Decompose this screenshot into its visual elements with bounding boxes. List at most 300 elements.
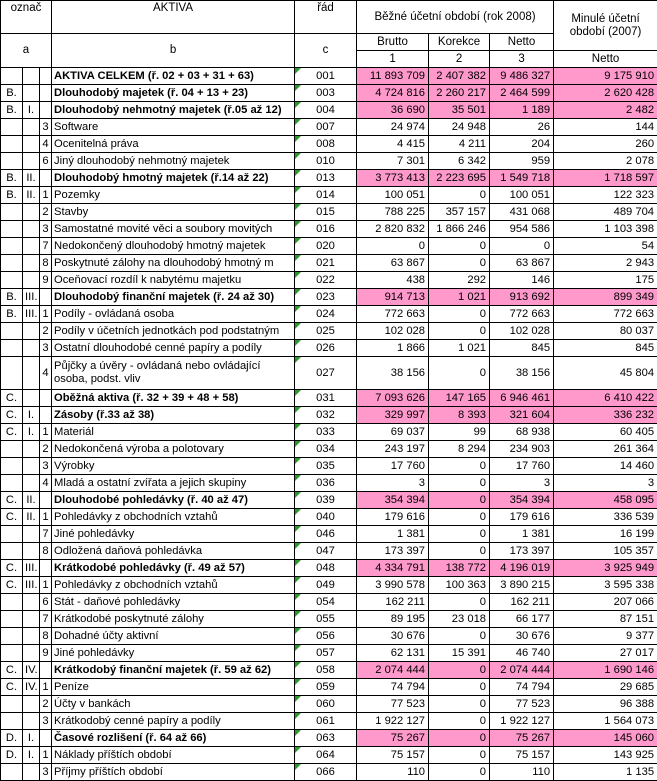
row-brutto: 7 093 626 [357, 390, 429, 407]
table-row [1, 119, 657, 136]
row-mark-2: III. [23, 560, 40, 577]
row-code: 040 [295, 509, 357, 526]
row-mark-3: 4 [40, 136, 52, 153]
table-row [1, 560, 657, 577]
row-brutto: 89 195 [357, 611, 429, 628]
row-label: Dlouhodobý hmotný majetek (ř.14 až 22) [52, 170, 295, 187]
row-mark-3: 7 [40, 238, 52, 255]
table-row [1, 136, 657, 153]
row-netto: 772 663 [490, 306, 554, 323]
row-mark-1: B. [1, 187, 23, 204]
row-mark-3: 7 [40, 611, 52, 628]
row-korekce: 23 018 [429, 611, 490, 628]
row-korekce: 99 [429, 424, 490, 441]
row-code: 061 [295, 713, 357, 730]
row-mark-3: 4 [40, 475, 52, 492]
row-brutto: 2 820 832 [357, 221, 429, 238]
header-col-c: c [295, 34, 357, 68]
row-mark-1: B. [1, 102, 23, 119]
row-mark-2 [23, 323, 40, 340]
row-korekce: 0 [429, 458, 490, 475]
row-mark-1: D. [1, 747, 23, 764]
row-label: Pohledávky z obchodních vztahů [52, 509, 295, 526]
table-row [1, 764, 657, 781]
row-prev-netto: 144 [554, 119, 657, 136]
row-mark-3: 8 [40, 543, 52, 560]
row-code: 049 [295, 577, 357, 594]
table-row [1, 221, 657, 238]
row-code: 027 [295, 357, 357, 390]
row-mark-3: 9 [40, 272, 52, 289]
row-korekce: 1 021 [429, 340, 490, 357]
row-brutto: 3 990 578 [357, 577, 429, 594]
row-korekce: 35 501 [429, 102, 490, 119]
row-code: 013 [295, 170, 357, 187]
row-mark-3 [40, 662, 52, 679]
row-netto: 354 394 [490, 492, 554, 509]
row-korekce: 2 407 382 [429, 68, 490, 85]
row-label: Nedokončená výroba a polotovary [52, 441, 295, 458]
table-row [1, 255, 657, 272]
row-brutto: 173 397 [357, 543, 429, 560]
row-netto: 913 692 [490, 289, 554, 306]
row-korekce: 0 [429, 357, 490, 390]
row-label: Krátkodobý cenné papíry a podíly [52, 713, 295, 730]
row-label: Dlouhodobé pohledávky (ř. 40 až 47) [52, 492, 295, 509]
row-netto: 3 [490, 475, 554, 492]
row-prev-netto: 845 [554, 340, 657, 357]
row-brutto: 438 [357, 272, 429, 289]
row-code: 007 [295, 119, 357, 136]
row-mark-1: B. [1, 170, 23, 187]
row-mark-2: I. [23, 407, 40, 424]
row-korekce: 2 260 217 [429, 85, 490, 102]
row-code: 047 [295, 543, 357, 560]
row-mark-1: C. [1, 577, 23, 594]
row-korekce: 0 [429, 713, 490, 730]
row-brutto: 914 713 [357, 289, 429, 306]
row-prev-netto: 1 690 146 [554, 662, 657, 679]
row-mark-3 [40, 730, 52, 747]
row-netto: 63 867 [490, 255, 554, 272]
table-row [1, 238, 657, 255]
row-brutto: 3 [357, 475, 429, 492]
row-korekce: 0 [429, 543, 490, 560]
row-brutto: 788 225 [357, 204, 429, 221]
row-netto: 1 381 [490, 526, 554, 543]
table-row [1, 323, 657, 340]
row-mark-2 [23, 713, 40, 730]
row-netto: 77 523 [490, 696, 554, 713]
row-prev-netto: 772 663 [554, 306, 657, 323]
row-code: 063 [295, 730, 357, 747]
row-mark-2 [23, 696, 40, 713]
table-row [1, 357, 657, 390]
row-korekce: 0 [429, 255, 490, 272]
row-prev-netto: 336 232 [554, 407, 657, 424]
row-brutto: 3 773 413 [357, 170, 429, 187]
header-num-3: 3 [490, 51, 554, 68]
row-label: Stavby [52, 204, 295, 221]
row-code: 020 [295, 238, 357, 255]
row-brutto: 354 394 [357, 492, 429, 509]
row-mark-1 [1, 526, 23, 543]
table-row [1, 679, 657, 696]
row-mark-2 [23, 68, 40, 85]
table-row [1, 628, 657, 645]
table-row [1, 747, 657, 764]
row-code: 016 [295, 221, 357, 238]
row-mark-1 [1, 204, 23, 221]
row-korekce: 0 [429, 662, 490, 679]
row-mark-1: B. [1, 289, 23, 306]
header-netto-prev: Netto [554, 51, 657, 68]
row-prev-netto: 122 323 [554, 187, 657, 204]
table-row [1, 424, 657, 441]
row-korekce: 0 [429, 509, 490, 526]
row-netto: 845 [490, 340, 554, 357]
row-korekce: 0 [429, 187, 490, 204]
row-mark-2 [23, 628, 40, 645]
row-korekce: 0 [429, 679, 490, 696]
table-row [1, 645, 657, 662]
row-prev-netto: 87 151 [554, 611, 657, 628]
row-netto: 954 586 [490, 221, 554, 238]
row-mark-3: 7 [40, 526, 52, 543]
row-label: Jiný dlouhodobý nehmotný majetek [52, 153, 295, 170]
row-mark-3 [40, 560, 52, 577]
row-label: Pohledávky z obchodních vztahů [52, 577, 295, 594]
row-label: Náklady příštích období [52, 747, 295, 764]
row-prev-netto: 458 095 [554, 492, 657, 509]
row-netto: 959 [490, 153, 554, 170]
row-prev-netto: 2 620 428 [554, 85, 657, 102]
row-mark-3 [40, 170, 52, 187]
header-aktiva: AKTIVA [52, 1, 295, 34]
row-brutto: 75 157 [357, 747, 429, 764]
row-prev-netto: 207 066 [554, 594, 657, 611]
row-mark-3: 3 [40, 458, 52, 475]
row-korekce: 4 211 [429, 136, 490, 153]
row-netto: 38 156 [490, 357, 554, 390]
row-mark-1 [1, 543, 23, 560]
row-prev-netto: 143 925 [554, 747, 657, 764]
row-mark-2 [23, 764, 40, 781]
row-brutto: 69 037 [357, 424, 429, 441]
row-mark-3: 1 [40, 187, 52, 204]
row-label: Peníze [52, 679, 295, 696]
row-label: Ocenitelná práva [52, 136, 295, 153]
row-brutto: 162 211 [357, 594, 429, 611]
row-label: AKTIVA CELKEM (ř. 02 + 03 + 31 + 63) [52, 68, 295, 85]
row-prev-netto: 489 704 [554, 204, 657, 221]
row-korekce: 0 [429, 492, 490, 509]
row-prev-netto: 899 349 [554, 289, 657, 306]
row-mark-1: B. [1, 85, 23, 102]
row-prev-netto: 1 718 597 [554, 170, 657, 187]
row-mark-1: C. [1, 662, 23, 679]
row-mark-3: 3 [40, 119, 52, 136]
row-mark-2 [23, 458, 40, 475]
row-prev-netto: 80 037 [554, 323, 657, 340]
row-brutto: 74 794 [357, 679, 429, 696]
row-mark-1 [1, 323, 23, 340]
table-row [1, 340, 657, 357]
row-prev-netto: 1 564 073 [554, 713, 657, 730]
row-korekce: 0 [429, 764, 490, 781]
row-prev-netto: 3 595 338 [554, 577, 657, 594]
row-mark-2: I. [23, 424, 40, 441]
row-prev-netto: 16 199 [554, 526, 657, 543]
row-label: Dohadné účty aktivní [52, 628, 295, 645]
row-prev-netto: 27 017 [554, 645, 657, 662]
row-mark-3: 8 [40, 628, 52, 645]
row-mark-3: 1 [40, 306, 52, 323]
header-col-a: a [1, 34, 52, 68]
row-netto: 431 068 [490, 204, 554, 221]
row-korekce: 0 [429, 526, 490, 543]
row-brutto: 77 523 [357, 696, 429, 713]
row-label: Jiné pohledávky [52, 526, 295, 543]
row-prev-netto: 2 943 [554, 255, 657, 272]
row-mark-1: C. [1, 390, 23, 407]
row-netto: 162 211 [490, 594, 554, 611]
row-code: 055 [295, 611, 357, 628]
row-mark-1: C. [1, 560, 23, 577]
row-korekce: 6 342 [429, 153, 490, 170]
row-mark-1 [1, 594, 23, 611]
row-korekce: 0 [429, 696, 490, 713]
table-row [1, 204, 657, 221]
row-netto: 46 740 [490, 645, 554, 662]
row-prev-netto: 3 925 949 [554, 560, 657, 577]
row-korekce: 0 [429, 594, 490, 611]
row-prev-netto: 9 175 910 [554, 68, 657, 85]
row-korekce: 2 223 695 [429, 170, 490, 187]
row-brutto: 2 074 444 [357, 662, 429, 679]
row-code: 066 [295, 764, 357, 781]
row-mark-1 [1, 68, 23, 85]
table-row [1, 306, 657, 323]
row-label: Jiné pohledávky [52, 645, 295, 662]
table-row [1, 390, 657, 407]
row-brutto: 17 760 [357, 458, 429, 475]
row-mark-2: I. [23, 747, 40, 764]
row-netto: 204 [490, 136, 554, 153]
row-code: 023 [295, 289, 357, 306]
row-label: Pozemky [52, 187, 295, 204]
row-mark-2: II. [23, 492, 40, 509]
table-row [1, 509, 657, 526]
row-mark-3: 1 [40, 679, 52, 696]
row-label: Krátkodobý finanční majetek (ř. 59 až 62) [52, 662, 295, 679]
row-label: Výrobky [52, 458, 295, 475]
row-brutto: 179 616 [357, 509, 429, 526]
table-row [1, 85, 657, 102]
row-netto: 26 [490, 119, 554, 136]
row-mark-2: III. [23, 577, 40, 594]
row-mark-2 [23, 611, 40, 628]
row-code: 026 [295, 340, 357, 357]
row-mark-1: C. [1, 424, 23, 441]
row-mark-3: 3 [40, 221, 52, 238]
row-label: Dlouhodobý majetek (ř. 04 + 13 + 23) [52, 85, 295, 102]
row-label: Oběžná aktiva (ř. 32 + 39 + 48 + 58) [52, 390, 295, 407]
row-mark-2: I. [23, 730, 40, 747]
row-mark-1 [1, 153, 23, 170]
row-mark-3: 2 [40, 323, 52, 340]
row-brutto: 329 997 [357, 407, 429, 424]
row-mark-1 [1, 272, 23, 289]
row-mark-1: D. [1, 730, 23, 747]
row-mark-2: IV. [23, 662, 40, 679]
row-mark-2 [23, 594, 40, 611]
row-prev-netto: 175 [554, 272, 657, 289]
row-mark-2 [23, 85, 40, 102]
row-prev-netto: 260 [554, 136, 657, 153]
table-row [1, 543, 657, 560]
row-label: Krátkodobé pohledávky (ř. 49 až 57) [52, 560, 295, 577]
row-label: Ostatní dlouhodobé cenné papíry a podíly [52, 340, 295, 357]
table-row [1, 407, 657, 424]
row-brutto: 75 267 [357, 730, 429, 747]
row-code: 008 [295, 136, 357, 153]
row-mark-2 [23, 645, 40, 662]
row-netto: 110 [490, 764, 554, 781]
table-row [1, 475, 657, 492]
row-korekce: 0 [429, 475, 490, 492]
row-mark-2 [23, 441, 40, 458]
header-oznac: označ [1, 1, 52, 34]
row-label: Dlouhodobý nehmotný majetek (ř.05 až 12) [52, 102, 295, 119]
row-brutto: 4 334 791 [357, 560, 429, 577]
row-label: Podíly v účetních jednotkách pod podstatným [52, 323, 295, 340]
header-num-2: 2 [429, 51, 490, 68]
row-netto: 146 [490, 272, 554, 289]
row-label: Krátkodobé poskytnuté zálohy [52, 611, 295, 628]
row-brutto: 110 [357, 764, 429, 781]
row-code: 022 [295, 272, 357, 289]
row-mark-1 [1, 136, 23, 153]
row-brutto: 772 663 [357, 306, 429, 323]
row-code: 014 [295, 187, 357, 204]
row-prev-netto: 336 539 [554, 509, 657, 526]
row-mark-3: 2 [40, 696, 52, 713]
row-mark-3 [40, 289, 52, 306]
row-mark-3 [40, 492, 52, 509]
table-row [1, 662, 657, 679]
header-col-b: b [52, 34, 295, 68]
header-brutto: Brutto [357, 34, 429, 51]
row-mark-3 [40, 102, 52, 119]
table-row [1, 272, 657, 289]
row-code: 064 [295, 747, 357, 764]
row-mark-3: 3 [40, 713, 52, 730]
row-netto: 75 157 [490, 747, 554, 764]
row-prev-netto: 105 357 [554, 543, 657, 560]
row-mark-2: III. [23, 306, 40, 323]
header-previous-period: Minulé účetní období (2007) [554, 1, 657, 51]
row-netto: 1 549 718 [490, 170, 554, 187]
row-mark-1 [1, 221, 23, 238]
row-label: Nedokončený dlouhodobý hmotný majetek [52, 238, 295, 255]
row-mark-2: II. [23, 187, 40, 204]
row-brutto: 24 974 [357, 119, 429, 136]
row-brutto: 7 301 [357, 153, 429, 170]
row-netto: 9 486 327 [490, 68, 554, 85]
row-netto: 68 938 [490, 424, 554, 441]
row-prev-netto: 60 405 [554, 424, 657, 441]
row-code: 036 [295, 475, 357, 492]
row-mark-2: II. [23, 509, 40, 526]
row-netto: 234 903 [490, 441, 554, 458]
row-prev-netto: 9 377 [554, 628, 657, 645]
row-netto: 1 189 [490, 102, 554, 119]
row-mark-1 [1, 119, 23, 136]
row-label: Samostatné movité věci a soubory movitých [52, 221, 295, 238]
row-netto: 2 464 599 [490, 85, 554, 102]
row-mark-2 [23, 119, 40, 136]
row-brutto: 100 051 [357, 187, 429, 204]
row-prev-netto: 54 [554, 238, 657, 255]
row-korekce: 0 [429, 628, 490, 645]
table-row [1, 730, 657, 747]
row-code: 058 [295, 662, 357, 679]
row-mark-2 [23, 475, 40, 492]
row-label: Stát - daňové pohledávky [52, 594, 295, 611]
row-netto: 100 051 [490, 187, 554, 204]
row-mark-2 [23, 136, 40, 153]
table-row [1, 696, 657, 713]
row-netto: 321 604 [490, 407, 554, 424]
row-korekce: 0 [429, 730, 490, 747]
row-prev-netto: 29 685 [554, 679, 657, 696]
row-code: 031 [295, 390, 357, 407]
row-code: 060 [295, 696, 357, 713]
row-mark-1 [1, 713, 23, 730]
row-korekce: 15 391 [429, 645, 490, 662]
row-code: 034 [295, 441, 357, 458]
row-korekce: 24 948 [429, 119, 490, 136]
row-mark-3: 4 [40, 357, 52, 390]
row-mark-3: 3 [40, 340, 52, 357]
row-brutto: 1 866 [357, 340, 429, 357]
row-mark-3 [40, 390, 52, 407]
row-mark-3 [40, 68, 52, 85]
row-mark-1 [1, 764, 23, 781]
row-brutto: 11 893 709 [357, 68, 429, 85]
table-row [1, 458, 657, 475]
row-netto: 1 922 127 [490, 713, 554, 730]
row-korekce: 0 [429, 306, 490, 323]
row-code: 021 [295, 255, 357, 272]
row-code: 039 [295, 492, 357, 509]
row-korekce: 100 363 [429, 577, 490, 594]
row-label: Odložená daňová pohledávka [52, 543, 295, 560]
table-row [1, 441, 657, 458]
row-mark-1 [1, 645, 23, 662]
row-code: 048 [295, 560, 357, 577]
row-korekce: 0 [429, 238, 490, 255]
row-mark-1: C. [1, 509, 23, 526]
row-mark-1: C. [1, 492, 23, 509]
row-code: 054 [295, 594, 357, 611]
row-mark-1 [1, 255, 23, 272]
row-netto: 6 946 461 [490, 390, 554, 407]
row-mark-2: III. [23, 289, 40, 306]
row-mark-2 [23, 272, 40, 289]
row-label: Půjčky a úvěry - ovládaná nebo ovládající osoba, podst. vliv [52, 357, 295, 390]
